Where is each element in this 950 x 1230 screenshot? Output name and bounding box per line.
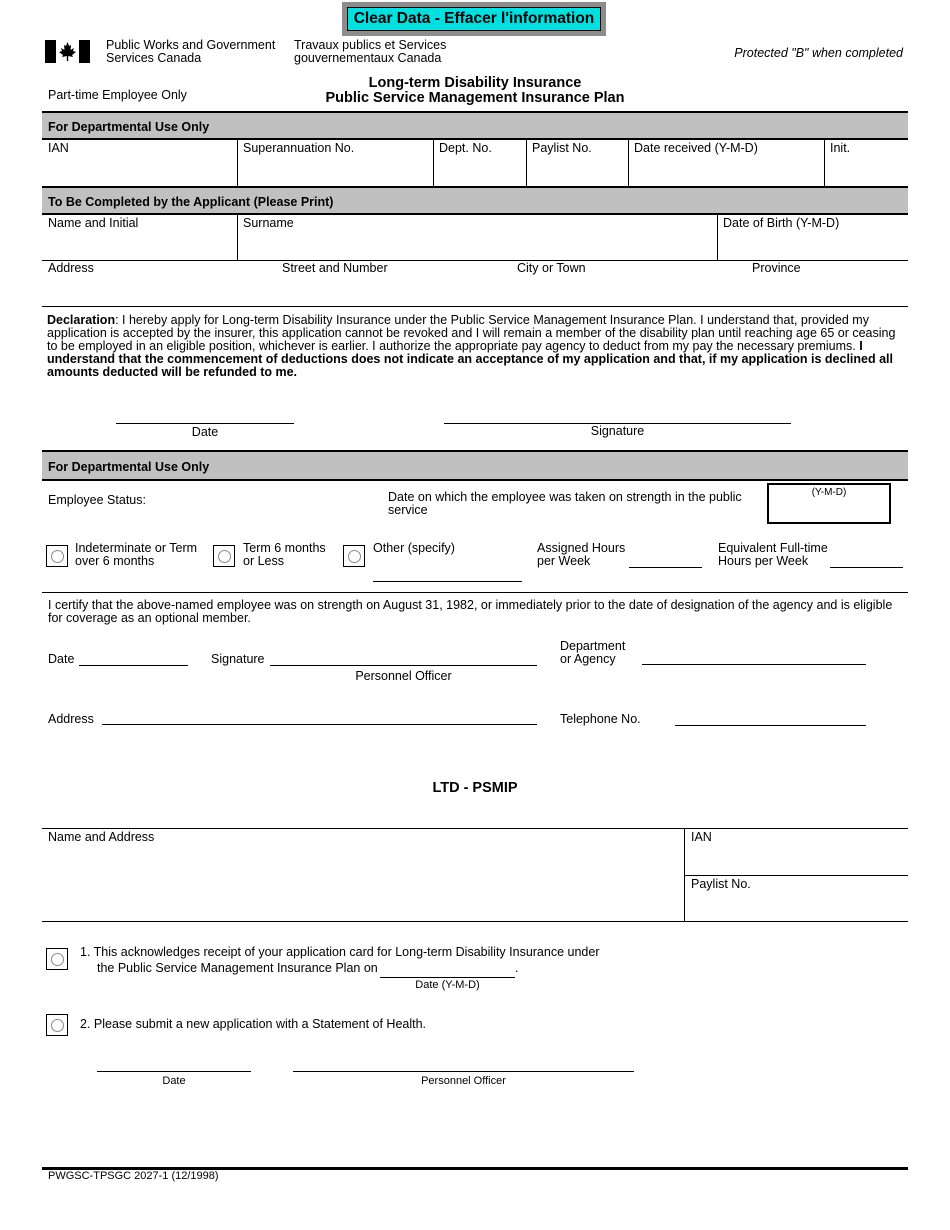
divider xyxy=(717,213,718,260)
telephone-label: Telephone No. xyxy=(560,712,641,726)
city-input[interactable] xyxy=(470,278,700,304)
term-6-months-radio[interactable] xyxy=(213,545,235,567)
cert-address-label: Address xyxy=(48,712,94,726)
ltd-ian-label: IAN xyxy=(691,830,712,844)
ltd-officer-label: Personnel Officer xyxy=(421,1075,506,1087)
applicant-heading-text: To Be Completed by the Applicant (Please Print) xyxy=(48,195,334,209)
acknowledge-period: . xyxy=(515,961,519,975)
strength-date-input[interactable] xyxy=(767,483,891,524)
cert-signature-input[interactable] xyxy=(270,665,537,666)
init-input[interactable] xyxy=(827,156,907,184)
dept-agency-input[interactable] xyxy=(642,664,866,665)
applicant-heading xyxy=(42,186,908,215)
declaration-text xyxy=(47,314,899,379)
paylist-label: Paylist No. xyxy=(532,141,592,155)
dept-name-fr-line2: gouvernementaux Canada xyxy=(294,51,442,65)
cert-signature-label: Signature xyxy=(211,652,265,666)
equivalent-hours-input[interactable] xyxy=(830,567,903,568)
acknowledge-line1: 1. This acknowledges receipt of your application card for Long-term Disability Insurance under xyxy=(80,945,600,959)
street-label: Street and Number xyxy=(282,261,388,275)
indeterminate-line1: Indeterminate or Term xyxy=(75,541,198,555)
divider xyxy=(42,306,908,307)
assigned-hours-label xyxy=(537,542,625,568)
name-initial-label: Name and Initial xyxy=(48,216,139,230)
address-label: Address xyxy=(48,261,94,275)
dept-name-en xyxy=(106,39,275,65)
dept-name-en-line2: Services Canada xyxy=(106,51,202,65)
declaration-label: Declaration xyxy=(47,313,116,327)
term-6-months-line1: Term 6 months xyxy=(243,541,326,555)
resubmit-text: 2. Please submit a new application with a Statement of Health. xyxy=(80,1017,427,1031)
date-received-input[interactable] xyxy=(631,156,821,184)
date-line[interactable] xyxy=(116,423,294,424)
paylist-input[interactable] xyxy=(529,156,625,184)
part-time-label: Part-time Employee Only xyxy=(48,88,187,102)
ian-label: IAN xyxy=(48,141,69,155)
name-address-label: Name and Address xyxy=(48,830,155,844)
resubmit-radio[interactable] xyxy=(46,1014,68,1036)
cert-date-label: Date xyxy=(48,652,75,666)
form-title-line1: Long-term Disability Insurance xyxy=(368,75,582,91)
indeterminate-radio[interactable] xyxy=(46,545,68,567)
dept-use-heading-2-text: For Departmental Use Only xyxy=(48,460,210,474)
indeterminate-label xyxy=(75,542,197,568)
ltd-title: LTD - PSMIP xyxy=(432,780,518,796)
protected-notice: Protected "B" when completed xyxy=(734,46,903,60)
other-radio[interactable] xyxy=(343,545,365,567)
term-6-months-line2: or Less xyxy=(243,554,284,568)
cert-address-input[interactable] xyxy=(102,724,537,725)
ltd-ian-input[interactable] xyxy=(688,846,906,873)
indeterminate-line2: over 6 months xyxy=(75,554,155,568)
cert-date-input[interactable] xyxy=(79,665,188,666)
signature-label: Signature xyxy=(590,424,645,438)
ltd-paylist-input[interactable] xyxy=(688,893,906,919)
date-label: Date xyxy=(191,425,219,439)
superannuation-input[interactable] xyxy=(240,156,430,184)
dept-use-heading-1 xyxy=(42,111,908,140)
clear-data-button-label: Clear Data - Effacer l'information xyxy=(347,7,601,31)
surname-label: Surname xyxy=(243,216,294,230)
other-specify-input[interactable] xyxy=(373,581,522,582)
declaration-bold: I understand that the commencement of deductions does not indicate an acceptance of my application and that, if my application is declined all amounts deducted will be refunded to me. xyxy=(47,339,893,379)
equivalent-hours-line2: Hours per Week xyxy=(718,554,809,568)
dept-name-en-line1: Public Works and Government xyxy=(106,38,276,52)
acknowledge-line2: the Public Service Management Insurance Plan on xyxy=(97,961,378,975)
surname-input[interactable] xyxy=(240,232,714,258)
divider xyxy=(684,875,908,876)
acknowledge-date-label: Date (Y-M-D) xyxy=(415,979,480,991)
employee-status-label: Employee Status: xyxy=(48,493,146,507)
divider xyxy=(628,138,629,186)
province-label: Province xyxy=(752,261,801,275)
ltd-date-label: Date xyxy=(162,1075,186,1087)
other-label: Other (specify) xyxy=(373,541,455,555)
dob-label: Date of Birth (Y-M-D) xyxy=(723,216,840,230)
divider xyxy=(42,828,908,829)
assigned-hours-line2: per Week xyxy=(537,554,591,568)
term-6-months-label xyxy=(243,542,326,568)
form-title-line2: Public Service Management Insurance Plan xyxy=(325,90,625,106)
name-address-input[interactable] xyxy=(44,846,680,918)
equivalent-hours-line1: Equivalent Full-time xyxy=(718,541,828,555)
dept-use-heading-2 xyxy=(42,450,908,481)
acknowledge-radio[interactable] xyxy=(46,948,68,970)
ymd-hint: (Y-M-D) xyxy=(811,487,847,498)
divider xyxy=(433,138,434,186)
init-label: Init. xyxy=(830,141,851,155)
divider xyxy=(237,138,238,186)
divider xyxy=(42,592,908,593)
equivalent-hours-label xyxy=(718,542,828,568)
ian-input[interactable] xyxy=(44,156,234,184)
dept-no-label: Dept. No. xyxy=(439,141,492,155)
declaration-body: : I hereby apply for Long-term Disability Insurance under the Public Service Management Insurance Plan. I understand that, provided my application is accepted by the insurer, this application cannot be revoked and I will remain a member of the disability plan until reaching age 65 or ceasing to be employed in an eligible position, whichever is earlier. I authorize the appropriate pay agency to deduct from my pay the necessary premiums. xyxy=(47,313,896,353)
assigned-hours-line1: Assigned Hours xyxy=(537,541,626,555)
dept-name-fr xyxy=(294,39,446,65)
dept-use-heading-1-text: For Departmental Use Only xyxy=(48,120,210,134)
ltd-date-input[interactable] xyxy=(97,1071,251,1072)
divider xyxy=(237,213,238,260)
dob-input[interactable] xyxy=(720,232,906,258)
city-label: City or Town xyxy=(517,261,586,275)
certify-text: I certify that the above-named employee was on strength on August 31, 1982, or immediately prior to the date of designation of the agency and is eligible for coverage as an optional member. xyxy=(48,598,893,625)
divider xyxy=(824,138,825,186)
date-received-label: Date received (Y-M-D) xyxy=(634,141,758,155)
clear-data-button[interactable] xyxy=(342,2,606,36)
dept-agency-line1: Department xyxy=(560,639,626,653)
acknowledge-date-input[interactable] xyxy=(380,977,515,978)
dept-agency-label xyxy=(560,640,625,666)
canada-flag-icon xyxy=(45,40,90,63)
superannuation-label: Superannuation No. xyxy=(243,141,355,155)
divider xyxy=(42,921,908,922)
form-id: PWGSC-TPSGC 2027-1 (12/1998) xyxy=(48,1170,219,1182)
strength-date-line2: service xyxy=(388,503,428,517)
ltd-officer-input[interactable] xyxy=(293,1071,634,1072)
ltd-paylist-label: Paylist No. xyxy=(691,877,751,891)
form-title xyxy=(250,76,700,106)
strength-date-line1: Date on which the employee was taken on strength in the public xyxy=(388,490,742,504)
telephone-input[interactable] xyxy=(675,725,866,726)
dept-no-input[interactable] xyxy=(436,156,524,184)
strength-date-label xyxy=(388,491,758,517)
personnel-officer-label: Personnel Officer xyxy=(355,669,452,683)
province-input[interactable] xyxy=(705,278,905,304)
dept-agency-line2: or Agency xyxy=(560,652,616,666)
street-input[interactable] xyxy=(44,278,464,304)
assigned-hours-input[interactable] xyxy=(629,567,702,568)
dept-name-fr-line1: Travaux publics et Services xyxy=(294,38,447,52)
divider xyxy=(526,138,527,186)
name-initial-input[interactable] xyxy=(44,232,234,258)
